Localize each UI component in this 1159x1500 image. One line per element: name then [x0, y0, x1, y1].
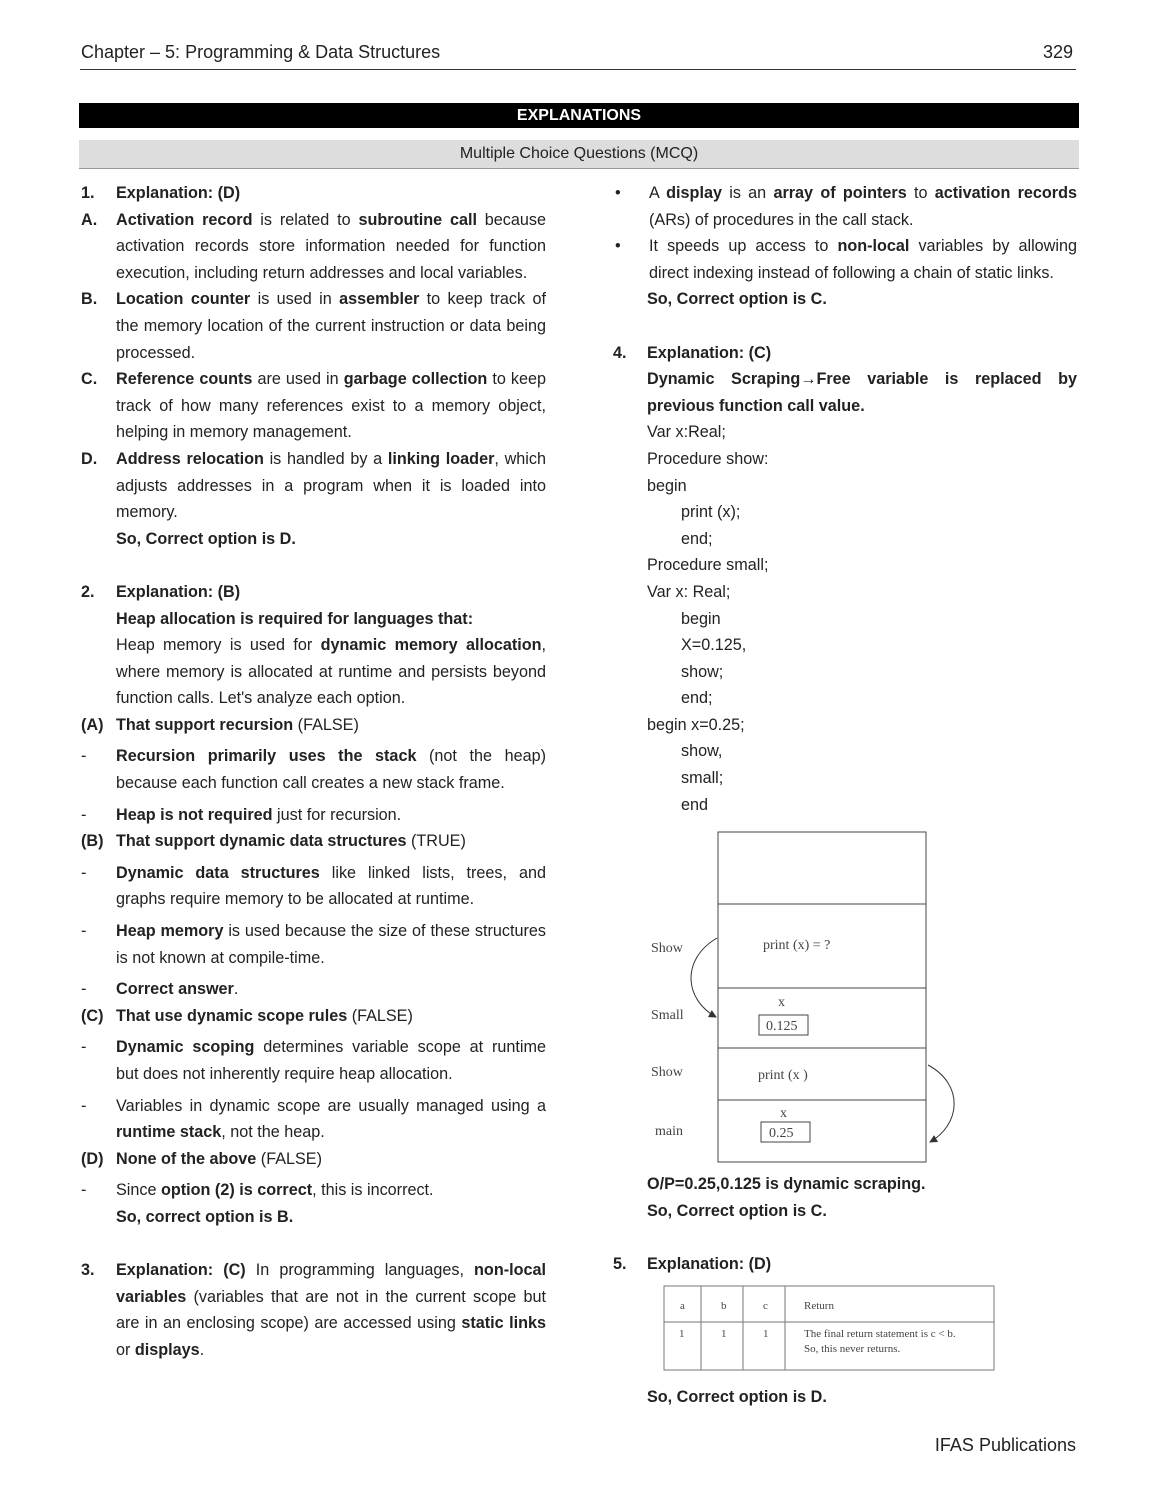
variable-name: x [778, 995, 785, 1010]
item-text [116, 860, 546, 913]
item-text [647, 1198, 1077, 1225]
item-marker [81, 526, 116, 553]
text-run: A [649, 184, 667, 202]
frame-label: main [655, 1124, 683, 1139]
bold-text: assembler [339, 290, 420, 309]
item-text [116, 802, 546, 829]
item-text [116, 579, 546, 606]
item-text [116, 1003, 546, 1030]
item-marker: A. [81, 210, 98, 229]
text-line [613, 738, 1077, 765]
bold-text: Dynamic Scraping→Free variable is replaced by previous function call value. [647, 370, 1077, 415]
item-text [647, 1251, 1077, 1278]
spacer [81, 1231, 546, 1258]
text-run: , this is incorrect. [312, 1181, 434, 1200]
bold-text: Address relocation [116, 449, 264, 468]
text-run: to [906, 184, 935, 202]
bold-text: dynamic memory allocation [320, 636, 542, 655]
activation-record-diagram [640, 830, 970, 1170]
text-run: begin [647, 476, 687, 495]
item-marker: - [81, 1096, 87, 1115]
bold-text: Heap is not required [116, 805, 273, 824]
text-line [81, 632, 546, 712]
item-text [116, 1204, 546, 1231]
item-text [647, 526, 1077, 553]
text-run: variables by allowing direct indexing instead of following a chain of static links. [649, 237, 1077, 282]
text-line [81, 1003, 546, 1030]
spacer [81, 552, 546, 579]
item-marker [613, 286, 647, 313]
bold-text: Explanation: (B) [116, 582, 241, 601]
text-run: because activation records store information needed for function execution, including return addresses and local variables. [116, 210, 546, 282]
text-run: In programming languages, [245, 1261, 475, 1280]
item-marker [613, 632, 647, 659]
text-run: end [681, 795, 709, 814]
table-header: Return [804, 1300, 834, 1312]
table-cell: 1 [763, 1328, 769, 1340]
text-run: are used in [252, 370, 344, 389]
item-marker: (D) [81, 1149, 104, 1168]
text-line [613, 712, 1077, 739]
item-marker [613, 526, 647, 553]
item-text [647, 286, 1077, 313]
item-text [647, 340, 1077, 367]
item-marker: - [81, 805, 87, 824]
frame-text: print (x) = ? [763, 938, 831, 953]
text-line [613, 233, 1077, 286]
text-line [81, 1204, 546, 1231]
text-line [613, 632, 1077, 659]
text-line [81, 446, 546, 526]
text-line [613, 606, 1077, 633]
bold-text: Heap allocation is required for languages that: [116, 609, 474, 628]
bold-text: option (2) is correct [161, 1181, 313, 1200]
text-run: Variables in dynamic scope are usually managed using a [116, 1096, 546, 1115]
text-line [613, 473, 1077, 500]
bold-text: So, correct option is B. [116, 1207, 294, 1226]
text-run: Var x:Real; [647, 423, 726, 442]
text-run: determines variable scope at runtime but does not inherently require heap allocation. [116, 1038, 546, 1083]
bold-text: array of pointers [773, 184, 907, 202]
dash-item [81, 743, 546, 796]
bold-text: That support recursion [116, 715, 294, 734]
item-text [116, 632, 546, 712]
item-text [116, 743, 546, 796]
table-header: b [721, 1300, 727, 1312]
dash-item [81, 802, 546, 829]
item-text [647, 499, 1077, 526]
item-text [116, 918, 546, 971]
bold-text: Reference counts [116, 370, 253, 389]
item-marker: • [615, 184, 621, 202]
header-rule [80, 69, 1076, 70]
bold-text: Explanation: (D) [647, 1254, 772, 1273]
item-text [116, 1257, 546, 1363]
item-text [647, 366, 1077, 419]
text-run: show, [681, 742, 723, 761]
chapter-title: Chapter – 5: Programming & Data Structures [81, 42, 441, 62]
text-line [81, 286, 546, 366]
trace-table [660, 1282, 1000, 1377]
item-marker: 5. [613, 1254, 627, 1273]
right-column-continued [613, 1171, 1077, 1277]
text-run: (ARs) of procedures in the call stack. [649, 210, 914, 229]
bold-text: None of the above [116, 1149, 257, 1168]
text-line [81, 1257, 546, 1363]
item-text [116, 1177, 546, 1204]
bold-text: So, Correct option is D. [647, 1388, 827, 1406]
item-marker: - [81, 1038, 87, 1057]
bold-text: Location counter [116, 290, 251, 309]
text-line [81, 1146, 546, 1173]
dash-item [81, 1177, 546, 1204]
text-line [613, 180, 1077, 233]
text-run: . [199, 1340, 205, 1359]
text-run: end; [681, 689, 713, 708]
item-marker [613, 1384, 647, 1411]
text-line [81, 606, 546, 633]
spacer [613, 313, 1077, 340]
text-run: Procedure show: [647, 449, 769, 468]
item-text [647, 685, 1077, 712]
page-number: 329 [1042, 42, 1073, 62]
right-column [613, 180, 1077, 818]
text-run: (variables that are not in the current scope but are in an enclosing scope) are accessed using [116, 1287, 546, 1333]
text-line [81, 526, 546, 553]
item-text [647, 1384, 1077, 1411]
text-line [613, 499, 1077, 526]
text-run: is handled by a [263, 449, 388, 468]
text-run: , where memory is allocated at runtime and persists beyond function calls. Let's analyze each option. [116, 636, 546, 708]
item-text [116, 1093, 546, 1146]
item-marker [613, 1198, 647, 1225]
text-line [81, 180, 546, 207]
item-marker: C. [81, 370, 98, 389]
item-text [116, 712, 546, 739]
item-text [116, 286, 546, 366]
text-run: is used in [250, 290, 340, 309]
item-marker [613, 446, 647, 473]
item-text [647, 1171, 1077, 1198]
item-text [647, 473, 1077, 500]
subsection-banner: Multiple Choice Questions (MCQ) [79, 140, 1079, 169]
item-text [647, 419, 1077, 446]
frame-label: Show [651, 941, 683, 956]
stack-frame-box [718, 832, 926, 1162]
bold-text: Recursion primarily uses the stack [116, 747, 417, 766]
bold-text: Dynamic data structures [116, 863, 320, 882]
item-marker [613, 659, 647, 686]
text-line [81, 712, 546, 739]
item-marker: 2. [81, 582, 95, 601]
item-text [647, 552, 1077, 579]
text-run: end; [681, 529, 713, 548]
text-line [613, 446, 1077, 473]
item-marker: (B) [81, 832, 104, 851]
item-marker [613, 712, 647, 739]
dash-item [81, 1093, 546, 1146]
item-marker [81, 606, 116, 633]
item-marker [613, 366, 647, 419]
item-text [116, 446, 546, 526]
variable-value: 0.25 [769, 1126, 794, 1141]
bold-text: displays [134, 1340, 200, 1359]
table-cell: The final return statement is c < b. [804, 1328, 956, 1340]
bold-text: O/P=0.25,0.125 is dynamic scraping. [647, 1175, 926, 1193]
item-marker: - [81, 747, 87, 766]
text-run: Var x: Real; [647, 582, 731, 601]
text-run: , not the heap. [221, 1123, 325, 1142]
item-marker: • [615, 237, 621, 256]
bold-text: display [666, 184, 722, 202]
text-line [613, 765, 1077, 792]
item-marker [613, 606, 647, 633]
text-line [613, 419, 1077, 446]
text-line [613, 659, 1077, 686]
item-marker: - [81, 922, 87, 941]
text-line [613, 792, 1077, 819]
item-text [649, 180, 1077, 233]
item-marker [613, 579, 647, 606]
item-marker: 3. [81, 1261, 95, 1280]
item-text [116, 1034, 546, 1087]
item-text [116, 606, 546, 633]
bold-text: linking loader [387, 449, 495, 468]
text-line [613, 579, 1077, 606]
dynamic-link-arrow [691, 938, 717, 1017]
text-run: (TRUE) [406, 832, 466, 851]
item-marker [613, 738, 647, 765]
text-line [81, 207, 546, 287]
left-column [81, 180, 546, 1364]
text-run: It speeds up access to [649, 237, 838, 256]
text-run: (FALSE) [256, 1149, 322, 1168]
text-run: Heap memory is used for [116, 636, 321, 655]
bold-text: So, Correct option is D. [116, 529, 296, 548]
right-column-final [613, 1384, 1077, 1411]
item-marker [81, 1204, 116, 1231]
bold-text: That use dynamic scope rules [116, 1006, 348, 1025]
bold-text: Activation record [116, 210, 253, 229]
item-marker: B. [81, 290, 98, 309]
table-cell: 1 [721, 1328, 727, 1340]
frame-text: print (x ) [758, 1068, 808, 1083]
bold-text: Dynamic scoping [116, 1038, 255, 1057]
item-text [647, 765, 1077, 792]
text-run: to keep track of the memory location of the current instruction or data being processed. [116, 290, 546, 362]
item-text [647, 659, 1077, 686]
item-text [647, 792, 1077, 819]
item-marker: D. [81, 449, 98, 468]
item-marker: 4. [613, 343, 627, 362]
frame-label: Show [651, 1065, 683, 1080]
text-run: small; [681, 769, 724, 788]
bold-text: non-local [837, 237, 910, 256]
text-run: X=0.125, [681, 636, 747, 655]
frame-label: Small [651, 1008, 684, 1023]
text-line [81, 366, 546, 446]
section-banner: EXPLANATIONS [79, 103, 1079, 128]
text-run: or [116, 1340, 135, 1359]
item-marker [613, 499, 647, 526]
bold-text: Heap memory [116, 922, 224, 941]
text-run: Procedure small; [647, 556, 769, 575]
item-marker: (A) [81, 715, 104, 734]
text-run: begin x=0.25; [647, 715, 745, 734]
text-line [613, 1251, 1077, 1278]
table-header: c [763, 1300, 768, 1312]
text-run: (FALSE) [293, 715, 359, 734]
item-marker: (C) [81, 1006, 104, 1025]
item-marker [613, 473, 647, 500]
dash-item [81, 860, 546, 913]
text-run: begin [681, 609, 721, 628]
item-marker [81, 632, 116, 712]
item-marker [613, 419, 647, 446]
text-run: (not the heap) because each function call creates a new stack frame. [116, 747, 546, 793]
table-header: a [680, 1300, 685, 1312]
item-marker [613, 552, 647, 579]
spacer [613, 1224, 1077, 1251]
item-text [116, 828, 546, 855]
table-cell: So, this never returns. [804, 1343, 901, 1355]
dash-item [81, 976, 546, 1003]
item-text [116, 526, 546, 553]
bold-text: runtime stack [116, 1123, 222, 1142]
item-text [649, 233, 1077, 286]
text-run: like linked lists, trees, and graphs require memory to be allocated at runtime. [116, 863, 546, 909]
bold-text: static links [461, 1314, 546, 1333]
item-marker [613, 765, 647, 792]
text-run: print (x); [681, 503, 741, 522]
item-text [116, 366, 546, 446]
bold-text: activation records [934, 184, 1077, 202]
bold-text: Explanation: (C) [647, 343, 772, 362]
item-marker: 1. [81, 184, 95, 202]
item-marker: - [81, 863, 87, 882]
table-cell: 1 [679, 1328, 685, 1340]
text-run: . [233, 980, 239, 999]
text-line [613, 286, 1077, 313]
item-text [647, 712, 1077, 739]
item-marker: - [81, 1181, 87, 1200]
text-run: (FALSE) [347, 1006, 413, 1025]
text-line [613, 685, 1077, 712]
bold-text: Explanation: (D) [116, 184, 241, 202]
item-marker [613, 1171, 647, 1198]
bold-text: That support dynamic data structures [116, 832, 407, 851]
bold-text: Correct answer [116, 980, 234, 999]
bold-text: garbage collection [343, 370, 488, 389]
text-line [613, 1384, 1077, 1411]
text-line [81, 579, 546, 606]
text-run: Since [116, 1181, 161, 1200]
text-line [613, 1171, 1077, 1198]
bold-text: Explanation: (C) [116, 1261, 246, 1280]
text-line [613, 340, 1077, 367]
text-run: to keep track of how many references exist to a memory object, helping in memory management. [116, 370, 546, 442]
text-line [81, 828, 546, 855]
dash-item [81, 918, 546, 971]
publisher-footer: IFAS Publications [934, 1435, 1076, 1455]
dynamic-link-arrow [928, 1065, 954, 1142]
item-text [116, 1146, 546, 1173]
text-run: show; [681, 662, 724, 681]
item-text [647, 446, 1077, 473]
bold-text: subroutine call [358, 210, 477, 229]
item-marker [613, 792, 647, 819]
item-text [116, 207, 546, 287]
item-marker [613, 685, 647, 712]
text-line [613, 552, 1077, 579]
variable-value: 0.125 [766, 1019, 798, 1034]
bold-text: So, Correct option is C. [647, 290, 827, 309]
dash-item [81, 1034, 546, 1087]
text-run: is used because the size of these structures is not known at compile-time. [116, 922, 546, 967]
bold-text: non-local variables [116, 1261, 546, 1306]
text-line [613, 526, 1077, 553]
text-line [613, 1198, 1077, 1225]
item-text [647, 579, 1077, 606]
item-text [647, 632, 1077, 659]
variable-name: x [780, 1106, 787, 1121]
text-run: just for recursion. [272, 805, 402, 824]
item-text [116, 180, 546, 207]
text-line [613, 366, 1077, 419]
item-text [116, 976, 546, 1003]
item-text [647, 606, 1077, 633]
text-run: is related to [252, 210, 359, 229]
item-text [647, 738, 1077, 765]
bold-text: So, Correct option is C. [647, 1201, 827, 1220]
text-run: , which adjusts addresses in a program when it is loaded into memory. [116, 449, 546, 522]
item-marker: - [81, 980, 87, 999]
text-run: is an [721, 184, 774, 202]
